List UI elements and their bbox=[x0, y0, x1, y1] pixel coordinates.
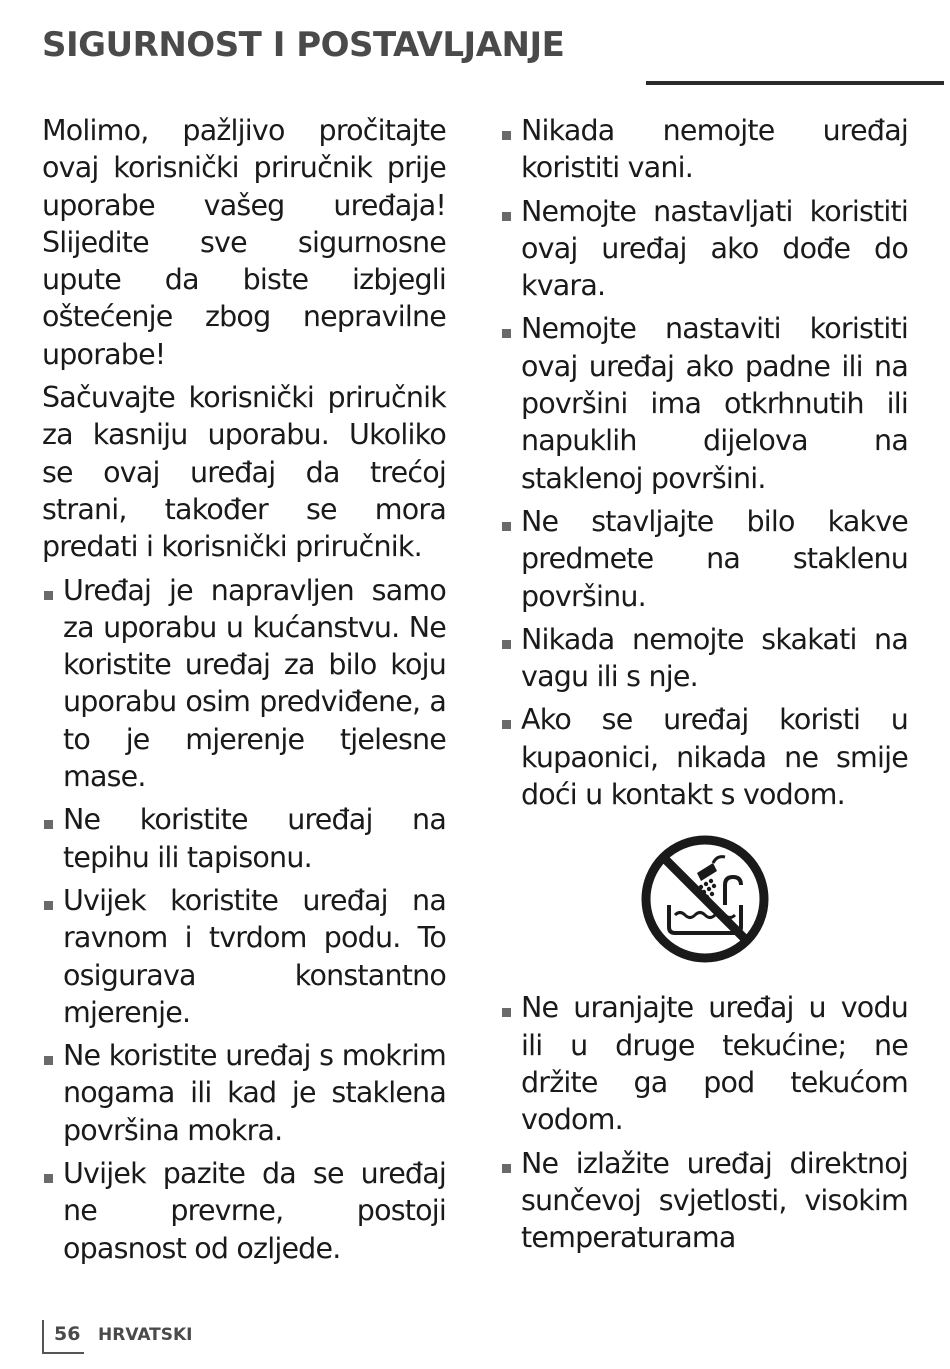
bullet-square-icon bbox=[502, 1008, 511, 1017]
list-item bbox=[42, 882, 446, 1031]
list-item-text: Uvijek koristite uređaj na ravnom i tvrdom podu. To osigurava konstantno mjerenje. bbox=[63, 883, 446, 1029]
list-item-text: Ne stavljajte bilo kakve predmete na staklenu površinu. bbox=[521, 504, 908, 613]
bullet-square-icon bbox=[502, 720, 511, 729]
list-item-text: Uređaj je napravljen samo za uporabu u kućanstvu. Ne koristite uređaj za bilo koju uporabu osim predviđene, a to je mjerenje tjelesne mase. bbox=[63, 573, 446, 794]
list-item-text: Ako se uređaj koristi u kupaonici, nikada ne smije doći u kontakt s vodom. bbox=[521, 703, 908, 812]
list-item bbox=[42, 801, 446, 876]
list-item bbox=[42, 572, 446, 796]
left-column bbox=[42, 112, 446, 1273]
footer-bar bbox=[42, 1320, 44, 1354]
bullet-square-icon bbox=[502, 131, 511, 140]
list-item bbox=[500, 112, 908, 187]
list-item bbox=[500, 701, 908, 813]
bullet-list bbox=[500, 112, 908, 813]
list-item bbox=[500, 1145, 908, 1257]
list-item bbox=[500, 193, 908, 305]
no-bathtub-shower-icon bbox=[639, 833, 771, 965]
list-item-text: Nemojte nastavljati koristiti ovaj uređaj ako dođe do kvara. bbox=[521, 194, 908, 303]
list-item bbox=[500, 621, 908, 696]
bullet-square-icon bbox=[44, 820, 53, 829]
bullet-square-icon bbox=[502, 640, 511, 649]
bullet-square-icon bbox=[44, 1174, 53, 1183]
intro-paragraph: Molimo, pažljivo pročitajte ovaj korisnički priručnik prije uporabe vašeg uređaja! Slijedite sve sigurnosne upute da biste izbjegli oštećenje zbog nepravilne uporabe! bbox=[42, 114, 446, 371]
bullet-square-icon bbox=[502, 212, 511, 221]
list-item-text: Nemojte nastaviti koristiti ovaj uređaj ako padne ili na površini ima otkrhnutih ili napuklih dijelova na staklenoj površini. bbox=[521, 312, 908, 495]
bullet-square-icon bbox=[502, 1164, 511, 1173]
list-item bbox=[42, 1155, 446, 1267]
list-item bbox=[500, 503, 908, 615]
list-item-text: Nikada nemojte skakati na vagu ili s nje. bbox=[521, 622, 908, 694]
list-item-text: Uvijek pazite da se uređaj ne prevrne, postoji opasnost od ozljede. bbox=[63, 1157, 446, 1265]
list-item-text: Ne izlažite uređaj direktnoj sunčevoj svjetlosti, visokim temperaturama bbox=[521, 1146, 908, 1255]
list-item bbox=[500, 989, 908, 1138]
right-column bbox=[500, 112, 908, 1262]
footer-underline bbox=[42, 1352, 84, 1354]
bullet-square-icon bbox=[502, 522, 511, 531]
intro-paragraph: Sačuvajte korisnički priručnik za kasniju uporabu. Ukoliko se ovaj uređaj da trećoj strani, također se mora predati i korisnički priručnik. bbox=[42, 381, 446, 564]
bullet-square-icon bbox=[44, 1056, 53, 1065]
bullet-list bbox=[500, 989, 908, 1256]
page-header bbox=[42, 26, 904, 66]
list-item-text: Nikada nemojte uređaj koristiti vani. bbox=[521, 114, 908, 185]
bullet-square-icon bbox=[502, 329, 511, 338]
bullet-list bbox=[42, 572, 446, 1267]
footer-language: HRVATSKI bbox=[98, 1325, 193, 1345]
bullet-square-icon bbox=[44, 901, 53, 910]
list-item bbox=[500, 310, 908, 496]
list-item-text: Ne koristite uređaj s mokrim nogama ili kad je staklena površina mokra. bbox=[63, 1039, 446, 1147]
page-number: 56 bbox=[54, 1323, 81, 1345]
bullet-square-icon bbox=[44, 591, 53, 600]
list-item-text: Ne koristite uređaj na tepihu ili tapisonu. bbox=[63, 803, 446, 874]
list-item-text: Ne uranjajte uređaj u vodu ili u druge tekućine; ne držite ga pod tekućom vodom. bbox=[521, 991, 908, 1137]
header-rule bbox=[646, 81, 944, 85]
list-item bbox=[42, 1037, 446, 1149]
page-title: SIGURNOST I POSTAVLJANJE bbox=[42, 25, 565, 65]
